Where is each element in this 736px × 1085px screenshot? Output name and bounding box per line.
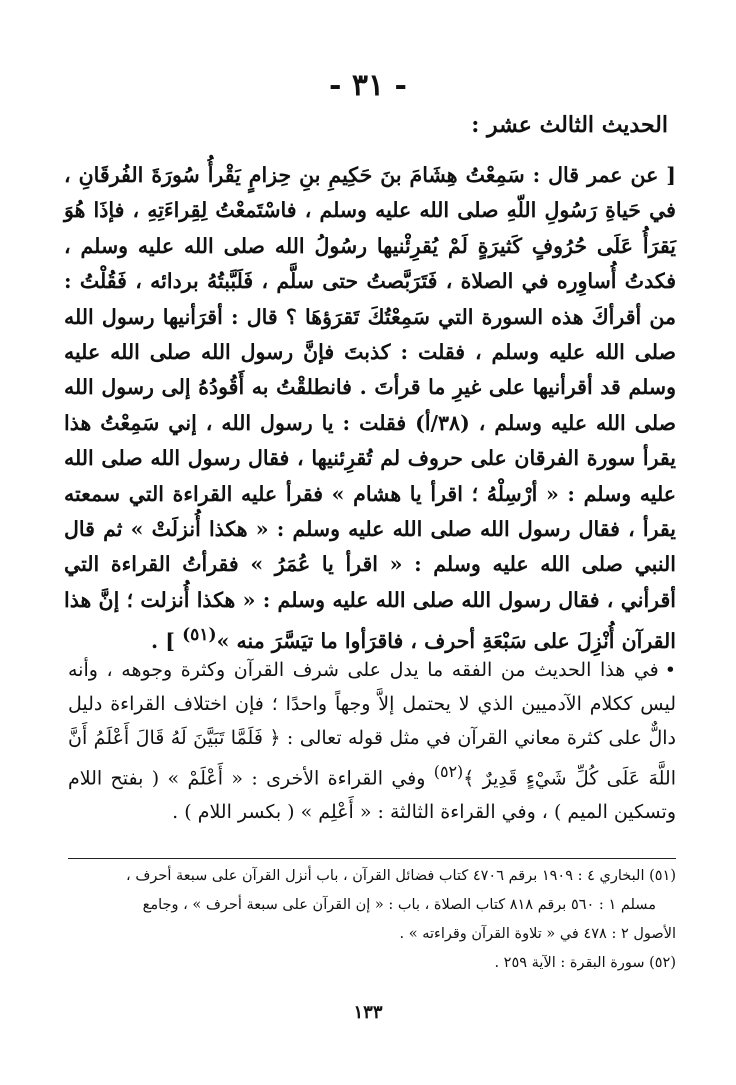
footnotes — [68, 862, 676, 978]
commentary-block — [68, 653, 676, 829]
hadith-text-block — [64, 158, 676, 660]
page-number: - ٣١ - — [328, 68, 408, 103]
hadith-closing: ] . — [150, 629, 183, 654]
commentary-text-after: وفي القراءة الأخرى : « أَعْلَمْ » ( بفتح اللام وتسكين الميم ) ، وفي القراءة الثالثة : « أَعْلِم » ( بكسر اللام ) . — [68, 767, 676, 824]
commentary-text: في هذا الحديث من الفقه ما يدل على شرف القرآن وكثرة وجوهه ، وأنه ليس ككلام الآدميين الذي لا يحتمل إلاَّ وجهاً واحدًا ؛ فإن اختلاف القراءة دليل دالٌّ على كثرة معاني القرآن في مثل قوله تعالى : ﴿ فَلَمَّا تَبَيَّنَ لَهُ قَالَ أَعْلَمُ أَنَّ اللَّهَ عَلَى كُلِّ شَيْءٍ قَدِيرٌ ﴾ — [68, 659, 676, 790]
footnote-ref-52: (٥٢) — [433, 762, 464, 781]
footnote-line: الأصول ٢ : ٤٧٨ في « تلاوة القرآن وقراءته » . — [399, 926, 676, 942]
footnote-line: (٥٢) سورة البقرة : الآية ٢٥٩ . — [494, 955, 676, 971]
footnote-ref-51: (٥١) — [182, 625, 217, 646]
bullet-icon: • — [664, 659, 676, 681]
section-title: الحديث الثالث عشر : — [471, 112, 668, 138]
footnote-line: (٥١) البخاري ٤ : ١٩٠٩ برقم ٤٧٠٦ كتاب فضائل القرآن ، باب أنزل القرآن على سبعة أحرف ، — [126, 868, 676, 884]
footnote-divider — [68, 858, 676, 859]
footnote-line: مسلم ١ : ٥٦٠ برقم ٨١٨ كتاب الصلاة ، باب : « إن القرآن على سبعة أحرف » ، وجامع — [142, 897, 656, 913]
page-footer-number: ١٣٣ — [353, 1002, 383, 1023]
hadith-text: [ عن عمر قال : سَمِعْتُ هِشَامَ بنَ حَكِيمِ بنِ حِزامٍ يَقْرأُ سُورَةَ الفُرقَانِ ، في حَياةِ رَسُولِ اللّهِ صلى الله عليه وسلم ، فاسْتَمعْتُ لِقِراءَتِهِ ، فإذَا هُوَ يَقرَأُ عَلَى حُرُوفٍ كَثيرَةٍ لَمْ يُقرِئْنيها رسُولُ الله صلى الله عليه وسلم ، فكدتُ أُساوِره في الصلاة ، فَتَرَبَّصتُ حتى سلَّم ، فَلَبَّبتُهُ بردائه ، فَقُلْتُ : من أقرأكَ هذه السورة التي سَمِعْتُكَ تَقرَؤهَا ؟ قال : أقرَأنيها رسول الله صلى الله عليه وسلم ، فقلت : كذبتَ فإنَّ رسول الله صلى الله عليه وسلم قد أقرأنيها على غيرِ ما قرأتَ . فانطلقْتُ به أَقُودُهُ إلى رسول الله صلى الله عليه وسلم ، (٣٨/أ) فقلت : يا رسول الله ، إني سَمِعْتُ هذا يقرأ سورة الفرقان على حروف لم تُقرِئنيها ، فقال رسول الله صلى الله عليه وسلم : « أرْسِلْهُ ؛ اقرأ يا هشام » فقرأ عليه القراءة التي سمعته يقرأ ، فقال رسول الله صلى الله عليه وسلم : « هكذا أُنزلَتْ » ثم قال النبي صلى الله عليه وسلم : « اقرأ يا عُمَرُ » فقرأتُ القراءة التي أقرأني ، فقال رسول الله صلى الله عليه وسلم : « هكذا أُنزلت ؛ إنَّ هذا القرآن أُنْزِلَ على سَبْعَةِ أحرف ، فاقرَأوا ما تيَسَّرَ منه » — [64, 163, 677, 654]
